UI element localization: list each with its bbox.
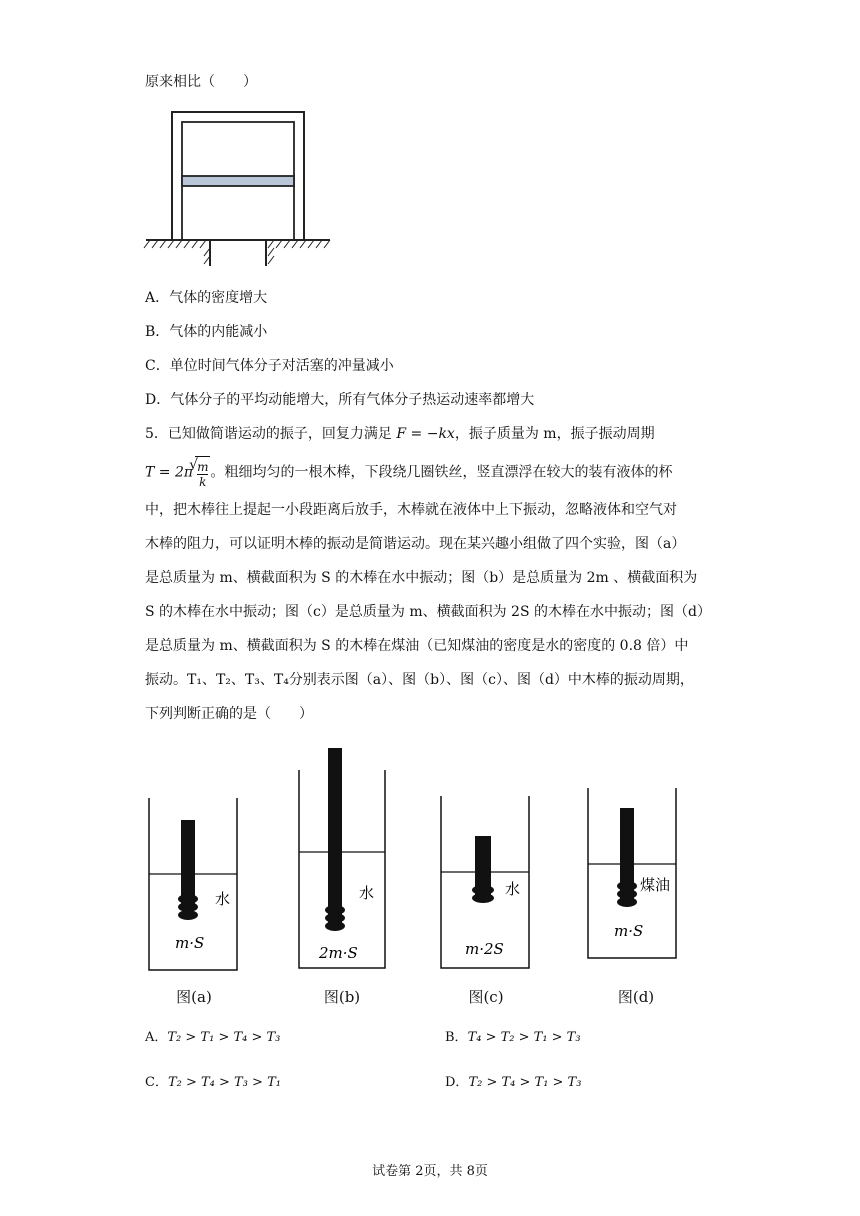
caption-c: 图(c) bbox=[468, 988, 504, 1006]
page-footer: 试卷第 2页，共 8页 bbox=[372, 1164, 488, 1179]
q4-option-c: C．单位时间气体分子对活塞的冲量减小 bbox=[145, 358, 394, 374]
q5-option-a: A．T₂ > T₁ > T₄ > T₃ bbox=[145, 1030, 281, 1045]
q5-line-5: 是总质量为 m、横截面积为 S 的木棒在水中振动；图（b）是总质量为 2m 、横截面积为 bbox=[145, 570, 698, 586]
iron-wire-coil bbox=[617, 881, 637, 907]
figure-b bbox=[295, 740, 395, 980]
mass-area-label: 2m·S bbox=[319, 944, 358, 962]
q5-option-d: D．T₂ > T₄ > T₁ > T₃ bbox=[445, 1075, 582, 1090]
ground-left bbox=[144, 240, 210, 266]
mass-area-label: m·2S bbox=[465, 940, 504, 958]
iron-wire-coil bbox=[325, 905, 345, 931]
q4-stem-tail: 原来相比（ ） bbox=[145, 74, 257, 90]
q5-line-7: 是总质量为 m、横截面积为 S 的木棒在煤油（已知煤油的密度是水的密度的 0.8 倍）中 bbox=[145, 638, 689, 654]
q5-line-6: S 的木棒在水中振动；图（c）是总质量为 m、横截面积为 2S 的木棒在水中振动；图（d） bbox=[145, 604, 711, 620]
liquid-label: 水 bbox=[505, 880, 521, 898]
q5-line-1: 5．已知做简谐运动的振子，回复力满足 F = −kx，振子质量为 m，振子振动周期 bbox=[145, 426, 655, 442]
liquid-label: 水 bbox=[359, 884, 375, 902]
q5-line-2: T = 2π √ $\frac{m}{k}$ 。粗细均匀的一根木棒，下段绕几圈铁丝，竖直漂浮在较大的装有液体的杯 bbox=[145, 457, 673, 489]
caption-a: 图(a) bbox=[176, 988, 212, 1006]
figure-d bbox=[584, 740, 684, 980]
ground-right bbox=[266, 240, 330, 266]
q5-line-3: 中，把木棒往上提起一小段距离后放手，木棒就在液体中上下振动，忽略液体和空气对 bbox=[145, 502, 677, 518]
figure-a bbox=[145, 740, 245, 980]
caption-b: 图(b) bbox=[323, 988, 361, 1006]
q5-option-b: B．T₄ > T₂ > T₁ > T₃ bbox=[445, 1030, 581, 1045]
cylinder-piston-figure bbox=[140, 108, 340, 268]
caption-d: 图(d) bbox=[617, 988, 655, 1006]
q4-option-d: D．气体分子的平均动能增大，所有气体分子热运动速率都增大 bbox=[145, 392, 535, 408]
liquid-label: 水 bbox=[215, 890, 231, 908]
mass-area-label: m·S bbox=[175, 934, 205, 952]
figure-c bbox=[437, 740, 537, 980]
iron-wire-coil bbox=[178, 894, 198, 920]
q5-line-4: 木棒的阻力，可以证明木棒的振动是简谐运动。现在某兴趣小组做了四个实验，图（a） bbox=[145, 536, 686, 552]
piston bbox=[182, 176, 294, 186]
rod bbox=[328, 748, 342, 928]
q4-option-b: B．气体的内能减小 bbox=[145, 324, 268, 340]
q5-line-8: 振动。T₁、T₂、T₃、T₄分别表示图（a）、图（b）、图（c）、图（d）中木棒的振动周期， bbox=[145, 672, 694, 688]
formula-period: T = 2π √ $\frac{m}{k}$ bbox=[145, 457, 209, 489]
formula-restoring-force: F = −kx bbox=[396, 426, 455, 442]
q5-line-9: 下列判断正确的是（ ） bbox=[145, 706, 313, 722]
mass-area-label: m·S bbox=[614, 922, 644, 940]
q4-option-a: A．气体的密度增大 bbox=[145, 290, 268, 306]
liquid-label: 煤油 bbox=[640, 876, 671, 894]
q5-option-c: C．T₂ > T₄ > T₃ > T₁ bbox=[145, 1075, 281, 1090]
